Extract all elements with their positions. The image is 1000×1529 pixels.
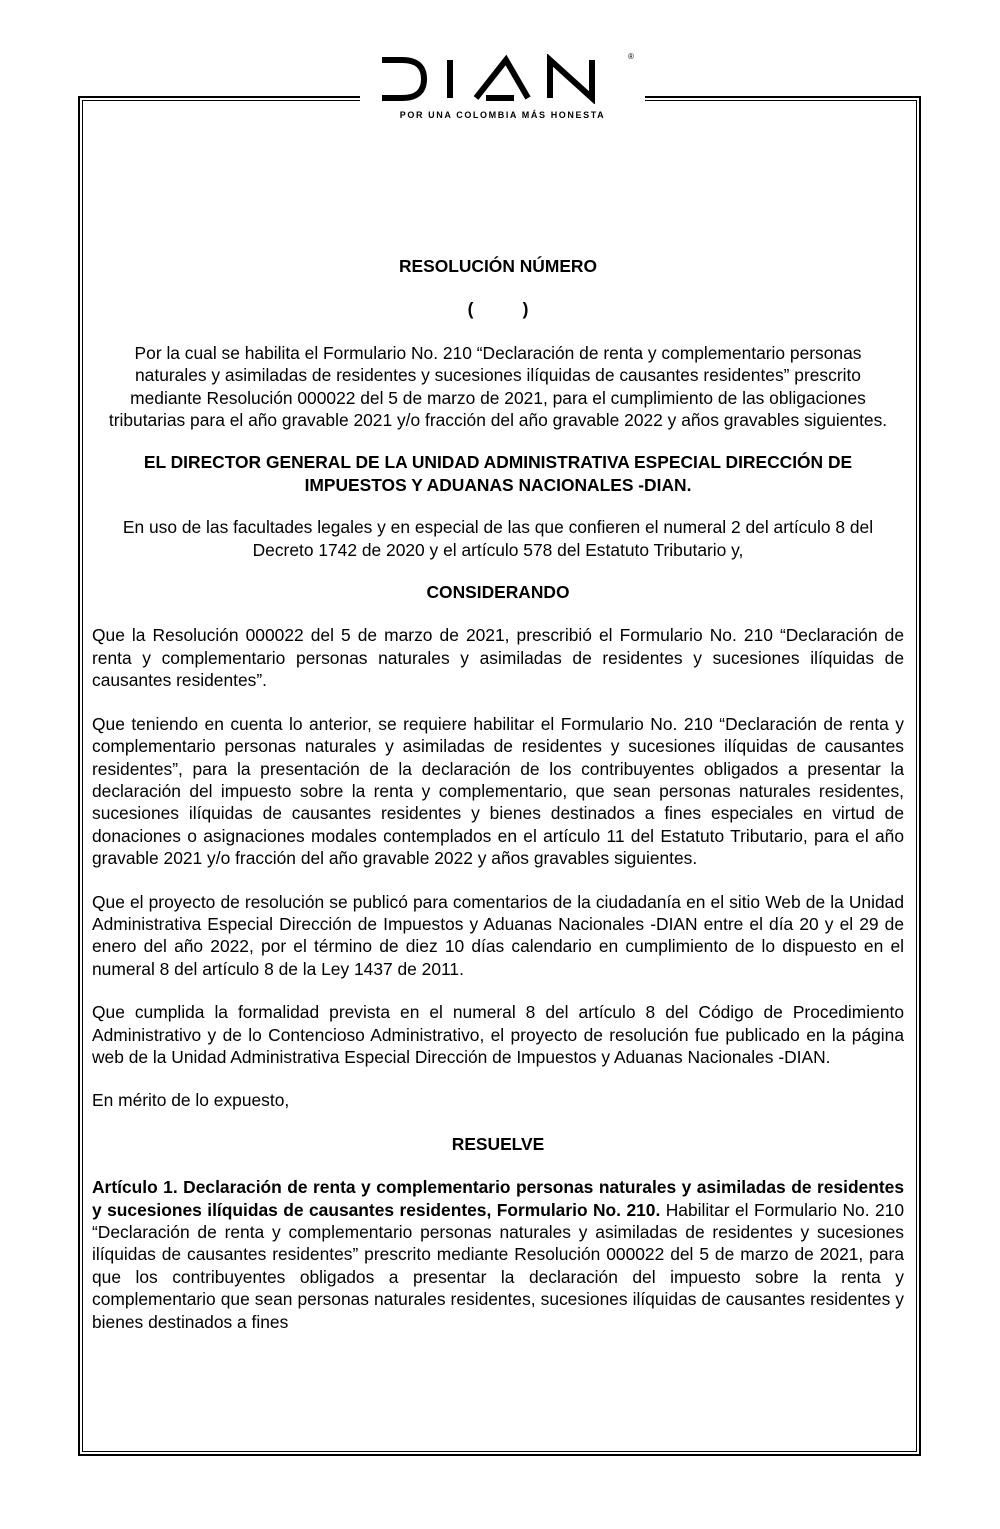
dian-wordmark-icon (378, 54, 628, 104)
resolution-description: Por la cual se habilita el Formulario No. 210 “Declaración de renta y complementario personas naturales y asimiladas de residentes y sucesiones ilíquidas de causantes residentes” prescrito mediante Resolución 000022 del 5 de marzo de 2021, para el cumplimiento de las obligaciones tributarias para el año gravable 2021 y/o fracción del año gravable 2022 y años gravables siguientes. (108, 342, 888, 431)
logo-tagline: POR UNA COLOMBIA MÁS HONESTA (399, 110, 606, 120)
considerando-paragraph: Que cumplida la formalidad prevista en el numeral 8 del artículo 8 del Código de Procedimiento Administrativo y de lo Contencioso Administrativo, el proyecto de resolución fue publicado en la página web de la Unidad Administrativa Especial Dirección de Impuestos y Aduanas Nacionales -DIAN. (92, 1002, 904, 1067)
resuelve-heading: RESUELVE (451, 1133, 545, 1154)
resolution-title: RESOLUCIÓN NÚMERO (398, 256, 598, 276)
article-1 (92, 1176, 904, 1333)
article-1-body: Habilitar el Formulario No. 210 “Declaración de renta y complementario personas naturales y asimiladas de residentes y sucesiones ilíquidas de causantes residentes” prescrito mediante Resolución 000022 del 5 de marzo de 2021, para que los contribuyentes obligados a presentar la declaración del impuesto sobre la renta y complementario que sean personas naturales residentes, sucesiones ilíquidas de causantes residentes y bienes destinados a fines (92, 1199, 904, 1332)
article-1-title: Artículo 1. Declaración de renta y complementario personas naturales y asimiladas de residentes y sucesiones ilíquidas de causantes residentes, Formulario No. 210. (92, 1177, 904, 1220)
considerando-heading: CONSIDERANDO (426, 582, 570, 603)
director-heading: EL DIRECTOR GENERAL DE LA UNIDAD ADMINISTRATIVA ESPECIAL DIRECCIÓN DE IMPUESTOS Y ADUANAS NACIONALES -DIAN. (143, 452, 853, 495)
registered-mark: ® (628, 52, 634, 61)
considerando-paragraph: Que teniendo en cuenta lo anterior, se requiere habilitar el Formulario No. 210 “Declaración de renta y complementario personas naturales y asimiladas de residentes y sucesiones ilíquidas de causantes residentes”, para la presentación de la declaración de los contribuyentes obligados a presentar la declaración del impuesto sobre la renta y complementario, que sean personas naturales residentes, sucesiones ilíquidas de causantes residentes y bienes destinados a fines especiales en virtud de donaciones o asignaciones modales contemplados en el artículo 11 del Estatuto Tributario, para el año gravable 2021 y/o fracción del año gravable 2022 y años gravables siguientes. (92, 713, 904, 869)
merito-paragraph: En mérito de lo expuesto, (92, 1090, 290, 1111)
resolution-number: ( ) (467, 299, 529, 320)
considerando-paragraph: Que la Resolución 000022 del 5 de marzo de 2021, prescribió el Formulario No. 210 “Declaración de renta y complementario personas naturales y asimiladas de residentes y sucesiones ilíquidas de causantes residentes”. (92, 625, 904, 691)
document-body (92, 255, 904, 1333)
legal-basis: En uso de las facultades legales y en especial de las que confieren el numeral 2 del artículo 8 del Decreto 1742 de 2020 y el artículo 578 del Estatuto Tributario y, (122, 517, 874, 560)
dian-logo (360, 48, 645, 128)
considerando-paragraph: Que el proyecto de resolución se publicó para comentarios de la ciudadanía en el sitio Web de la Unidad Administrativa Especial Dirección de Impuestos y Aduanas Nacionales -DIAN entre el día 20 y el 29 de enero del año 2022, por el término de diez 10 días calendario en cumplimiento de lo dispuesto en el numeral 8 del artículo 8 de la Ley 1437 de 2011. (92, 891, 904, 979)
